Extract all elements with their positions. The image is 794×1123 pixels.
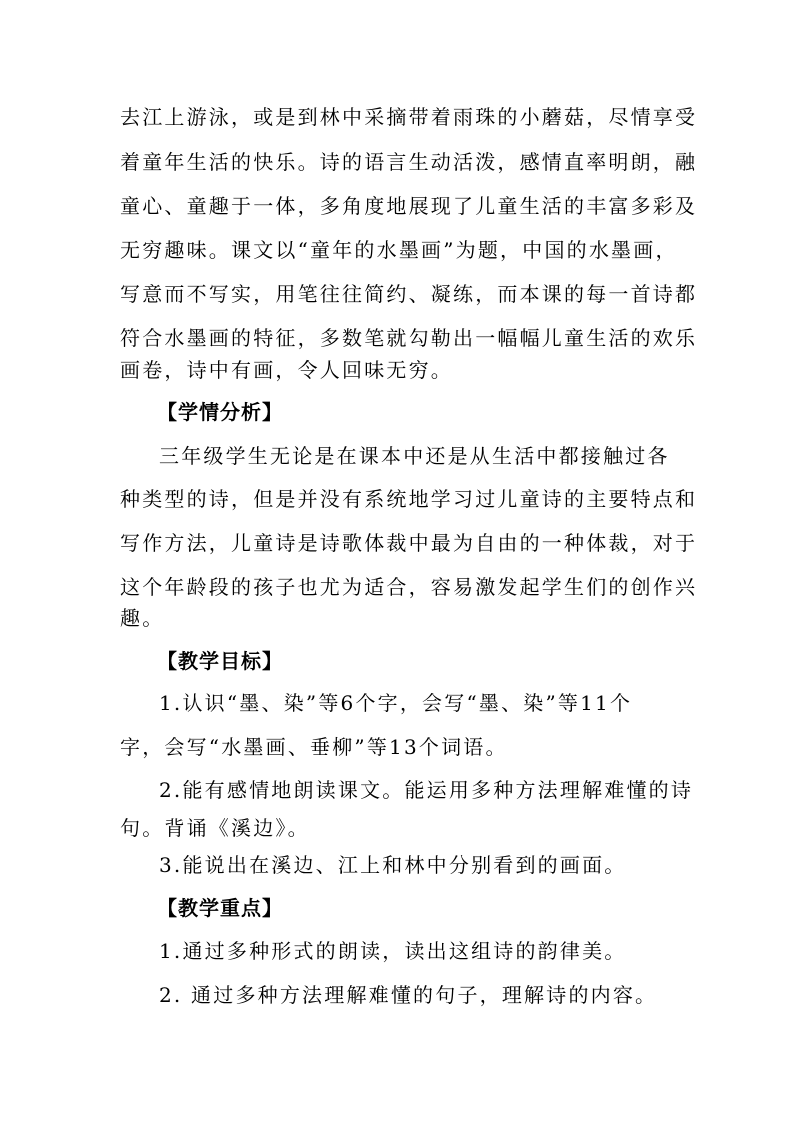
zhongdian-line-1: 1.通过多种形式的朗读，读出这组诗的韵律美。 xyxy=(159,939,627,963)
mubiao-line-3: 2.能有感情地朗读课文。能运用多种方法理解难懂的诗 xyxy=(159,778,694,802)
xueqing-line-4: 这个年龄段的孩子也尤为适合，容易激发起学生们的创作兴 xyxy=(120,575,698,599)
xueqing-line-5: 趣。 xyxy=(120,606,165,630)
heading-mubiao: 【教学目标】 xyxy=(157,649,283,673)
intro-line-1: 去江上游泳，或是到林中采摘带着雨珠的小蘑菇，尽情享受 xyxy=(120,105,698,129)
zhongdian-line-2: 2. 通过多种方法理解难懂的句子，理解诗的内容。 xyxy=(159,983,658,1007)
intro-line-6: 符合水墨画的特征，多数笔就勾勒出一幅幅儿童生活的欢乐 xyxy=(120,326,698,350)
heading-zhongdian: 【教学重点】 xyxy=(157,896,283,920)
mubiao-line-1: 1.认识“墨、染”等6个字，会写“墨、染”等11个 xyxy=(159,691,633,715)
mubiao-line-2: 字，会写“水墨画、垂柳”等13个词语。 xyxy=(120,735,508,759)
heading-xueqing: 【学情分析】 xyxy=(157,400,283,424)
xueqing-line-1: 三年级学生无论是在课本中还是从生活中都接触过各 xyxy=(159,444,670,468)
intro-line-2: 着童年生活的快乐。诗的语言生动活泼，感情直率明朗，融 xyxy=(120,150,698,174)
xueqing-line-3: 写作方法，儿童诗是诗歌体裁中最为自由的一种体裁，对于 xyxy=(120,531,698,555)
intro-line-3: 童心、童趣于一体，多角度地展现了儿童生活的丰富多彩及 xyxy=(120,194,698,218)
xueqing-line-2: 种类型的诗，但是并没有系统地学习过儿童诗的主要特点和 xyxy=(120,487,698,511)
mubiao-line-5: 3.能说出在溪边、江上和林中分别看到的画面。 xyxy=(159,853,627,877)
intro-line-5: 写意而不写实，用笔往往简约、凝练，而本课的每一首诗都 xyxy=(120,282,698,306)
intro-line-7: 画卷，诗中有画，令人回味无穷。 xyxy=(120,358,453,382)
mubiao-line-4: 句。背诵《溪边》。 xyxy=(120,816,310,840)
intro-line-4: 无穷趣味。课文以“童年的水墨画”为题，中国的水墨画， xyxy=(120,238,678,262)
